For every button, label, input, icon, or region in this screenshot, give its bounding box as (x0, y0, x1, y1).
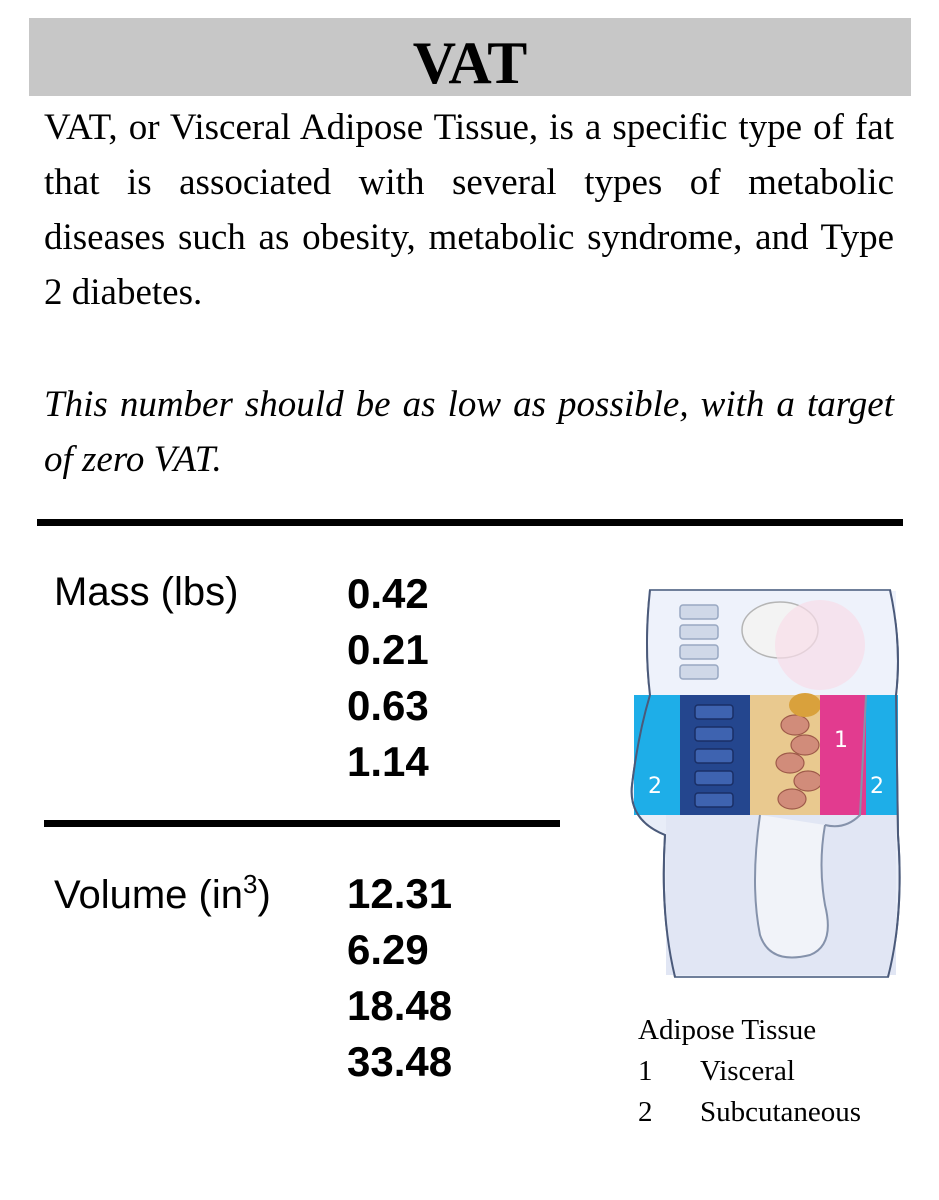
legend-title: Adipose Tissue (638, 1014, 817, 1046)
title-bar (29, 18, 911, 96)
mass-value: 1.14 (347, 738, 429, 785)
visceral-band (820, 695, 866, 815)
target-note: This number should be as low as possible, with a target of zero VAT. (44, 384, 894, 480)
mass-values (347, 566, 429, 790)
legend-item-number: 2 (638, 1096, 653, 1128)
mass-value: 0.21 (347, 626, 429, 673)
subcutaneous-marker-left: 2 (648, 774, 662, 799)
legend-item (638, 1092, 861, 1133)
legend (638, 1010, 861, 1133)
visceral-marker: 1 (834, 728, 848, 753)
volume-label (54, 869, 271, 918)
mass-value: 0.63 (347, 682, 429, 729)
legend-item (638, 1051, 861, 1092)
volume-label-exponent: 3 (242, 869, 258, 899)
volume-label-close: ) (257, 873, 271, 917)
mass-value: 0.42 (347, 570, 429, 617)
legend-item-label: Visceral (700, 1055, 795, 1087)
legend-item-number: 1 (638, 1055, 653, 1087)
legend-item-label: Subcutaneous (700, 1096, 862, 1128)
description: VAT, or Visceral Adipose Tissue, is a specific type of fat that is associated with several types of metabolic diseases such as obesity, metabolic syndrome, and Type 2 diabetes. (44, 107, 894, 313)
volume-values (347, 866, 452, 1090)
divider-top (37, 519, 903, 526)
volume-value: 18.48 (347, 982, 453, 1029)
volume-value: 12.31 (347, 870, 453, 917)
volume-value: 33.48 (347, 1038, 453, 1085)
divider-middle (44, 820, 560, 827)
volume-label-text: Volume (in (54, 873, 243, 917)
abdomen-cross-section-illustration (620, 585, 905, 980)
volume-value: 6.29 (347, 926, 429, 973)
mass-label: Mass (lbs) (54, 570, 239, 614)
page-title: VAT (412, 30, 528, 96)
subcutaneous-marker-right: 2 (870, 774, 884, 799)
